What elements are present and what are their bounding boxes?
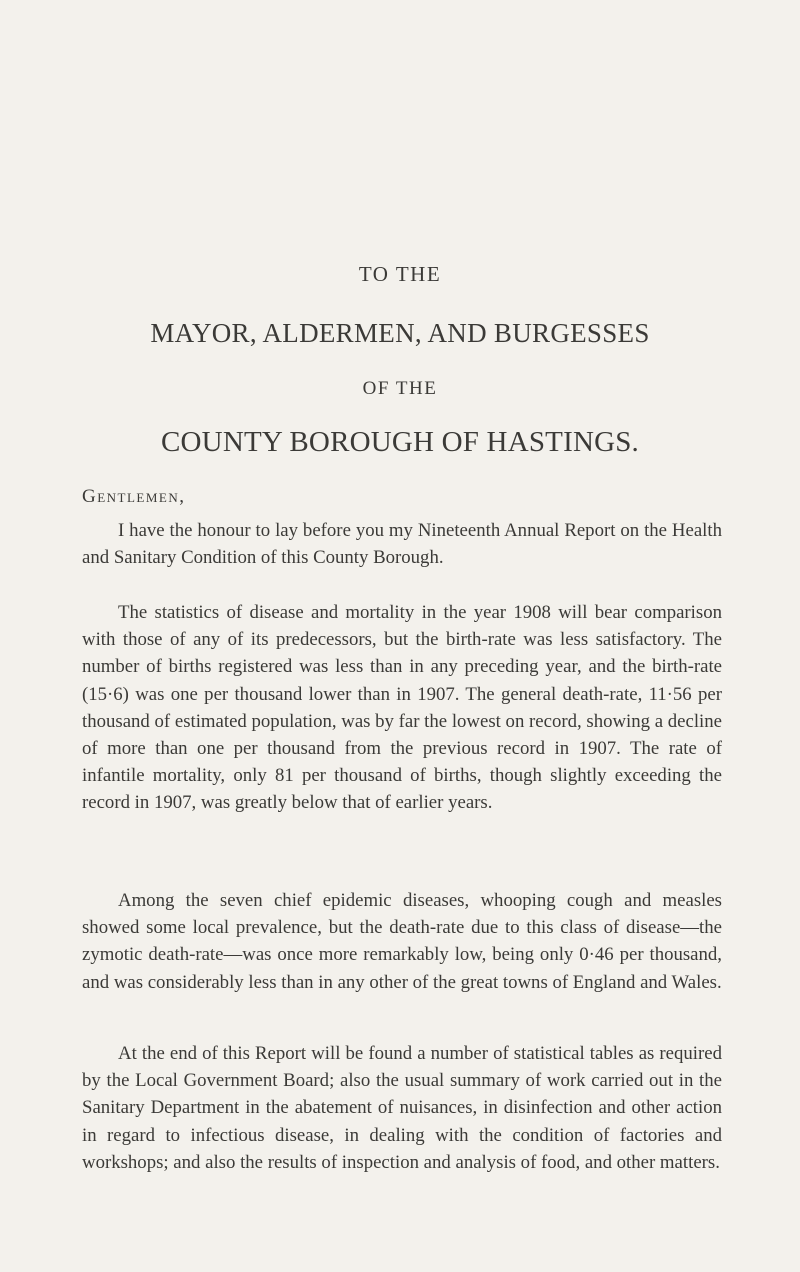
heading-of-the: OF THE xyxy=(362,378,438,399)
paragraph-statistics: The statistics of disease and mortality in the year 1908 will bear comparison with those of any of its predecessors, but the birth-rate was less satisfactory. The number of births registered was less than in any preceding year, and the birth-rate (15·6) was one per thousand lower than in 1907. The general death-rate, 11·56 per thousand of estimated population, was by far the lowest on record, showing a decline of more than one per thousand from the previous record in 1907. The rate of infantile mortality, only 81 per thousand of births, though slightly exceeding the record in 1907, was greatly below that of earlier years. xyxy=(82,602,722,814)
paragraph-report-contents: At the end of this Report will be found a number of statistical tables as required by the Local Government Board; also the usual summary of work carried out in the Sanitary Department in the abatement of nuisances, in disinfection and other action in regard to infectious disease, in dealing with the condition of factories and workshops; and also the results of inspection and analysis of food, and other matters. xyxy=(82,1043,722,1173)
heading-addressees: MAYOR, ALDERMEN, AND BURGESSES xyxy=(150,318,650,348)
heading-borough: COUNTY BOROUGH OF HASTINGS. xyxy=(160,426,640,458)
salutation: Gentlemen, xyxy=(82,486,186,507)
paragraph-epidemic-diseases: Among the seven chief epidemic diseases, whooping cough and measles showed some local prevalence, but the death-rate due to this class of disease—the zymotic death-rate—was once more remarkably low, being only 0·46 per thousand, and was considerably less than in any other of the great towns of England and Wales. xyxy=(82,890,722,993)
paragraph-introduction: I have the honour to lay before you my Nineteenth Annual Report on the Health and Sanitary Condition of this County Borough. xyxy=(82,520,722,569)
heading-to-the: TO THE xyxy=(358,262,442,286)
